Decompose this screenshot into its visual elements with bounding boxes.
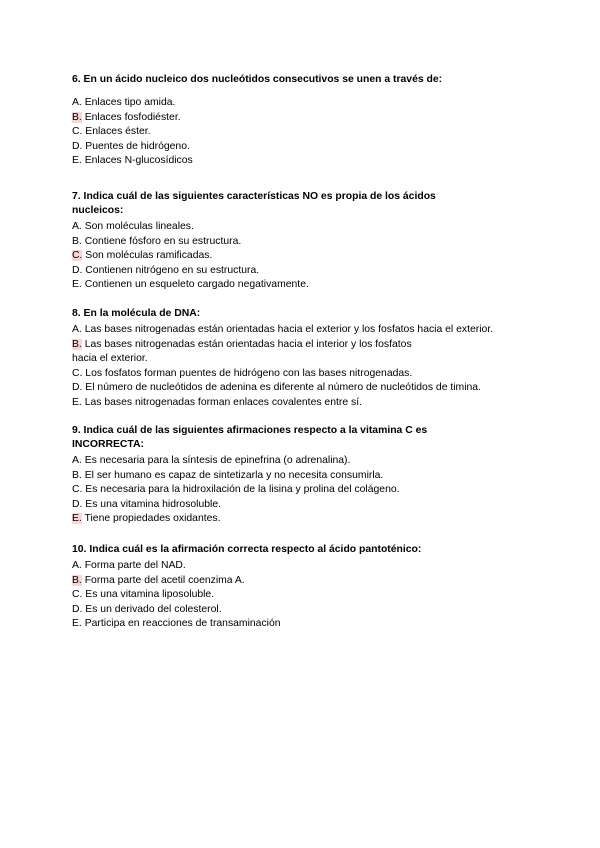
option-letter: A.: [72, 97, 82, 108]
question-title: 8. En la molécula de DNA:: [72, 308, 201, 319]
option-text: El ser humano es capaz de sintetizarla y no necesita consumirla.: [81, 469, 384, 481]
option-letter: D.: [72, 498, 83, 510]
option-c: [72, 249, 472, 264]
option-text: Las bases nitrogenadas están orientadas hacia el interior y los fosfatos hacia el exterior.: [72, 338, 412, 364]
option-letter-marked: B.: [72, 111, 82, 123]
question-7: [72, 190, 472, 293]
option-letter: A.: [72, 455, 82, 466]
option-letter: D.: [72, 140, 83, 152]
option-a: [72, 454, 472, 469]
option-b: [72, 111, 542, 126]
option-c: [72, 588, 542, 603]
question-8: [72, 307, 552, 410]
option-text: Forma parte del NAD.: [81, 560, 186, 571]
option-text: Enlaces éster.: [82, 126, 151, 137]
option-text: Contienen nitrógeno en su estructura.: [82, 264, 260, 276]
option-text: Tiene propiedades oxidantes.: [81, 513, 221, 524]
option-d: [72, 140, 542, 155]
question-title: 6. En un ácido nucleico dos nucleótidos consecutivos se unen a través de:: [72, 74, 443, 85]
option-text: Contienen un esqueleto cargado negativamente.: [81, 279, 309, 290]
question-9: [72, 424, 472, 527]
option-b: [72, 338, 552, 367]
option-a: [72, 323, 552, 338]
option-text: Las bases nitrogenadas forman enlaces covalentes entre sí.: [81, 396, 362, 408]
option-d: [72, 264, 472, 279]
option-a: [72, 96, 542, 111]
option-letter-marked: B.: [72, 574, 82, 586]
option-letter: E.: [72, 618, 82, 629]
option-text: Forma parte del acetil coenzima A.: [81, 574, 245, 586]
option-text: Puentes de hidrógeno.: [82, 140, 190, 152]
option-b: [72, 469, 472, 484]
option-e: [72, 396, 552, 411]
option-text: Participa en reacciones de transaminación: [81, 618, 281, 629]
option-d: [72, 603, 542, 618]
option-a: [72, 559, 542, 574]
option-letter: B.: [72, 235, 82, 247]
option-c: [72, 367, 552, 382]
option-letter: A.: [72, 560, 82, 571]
option-text: Son moléculas lineales.: [81, 221, 194, 232]
option-b: [72, 235, 472, 250]
option-c: [72, 483, 472, 498]
option-text: Enlaces tipo amida.: [81, 97, 176, 108]
option-letter: C.: [72, 367, 83, 379]
option-letter: E.: [72, 396, 82, 408]
option-letter: C.: [72, 126, 83, 137]
question-6: [72, 73, 542, 169]
option-e: [72, 512, 472, 527]
option-text: Contiene fósforo en su estructura.: [81, 235, 242, 247]
option-text: Enlaces N-glucosídicos: [81, 155, 193, 166]
option-letter-marked: B.: [72, 338, 82, 350]
option-letter-marked: C.: [72, 250, 83, 261]
option-a: [72, 220, 472, 235]
option-letter: A.: [72, 324, 82, 335]
option-letter-marked: E.: [72, 513, 82, 524]
option-text: Es una vitamina liposoluble.: [82, 589, 215, 600]
option-text: Enlaces fosfodiéster.: [81, 111, 181, 123]
option-c: [72, 125, 542, 140]
option-text: Es un derivado del colesterol.: [82, 603, 222, 615]
option-text: Es necesaria para la síntesis de epinefrina (o adrenalina).: [81, 455, 351, 466]
option-text: Es una vitamina hidrosoluble.: [82, 498, 222, 510]
option-letter: E.: [72, 155, 82, 166]
question-title: 7. Indica cuál de las siguientes características NO es propia de los ácidos nucleicos:: [72, 191, 436, 216]
option-text: El número de nucleótidos de adenina es diferente al número de nucleótidos de timina.: [82, 382, 481, 393]
option-text: Las bases nitrogenadas están orientadas hacia el exterior y los fosfatos hacia el exterior.: [81, 324, 494, 335]
option-letter: B.: [72, 469, 82, 481]
option-d: [72, 498, 472, 513]
option-letter: A.: [72, 221, 82, 232]
option-letter: D.: [72, 264, 83, 276]
option-text: Son moléculas ramificadas.: [82, 250, 213, 261]
option-letter: E.: [72, 279, 82, 290]
option-text: Es necesaria para la hidroxilación de la lisina y prolina del colágeno.: [82, 484, 400, 495]
option-e: [72, 617, 542, 632]
option-letter: D.: [72, 382, 83, 393]
question-title: 9. Indica cuál de las siguientes afirmaciones respecto a la vitamina C es INCORRECTA:: [72, 425, 428, 450]
question-10: [72, 543, 542, 632]
option-b: [72, 574, 542, 589]
option-letter: C.: [72, 589, 83, 600]
option-letter: D.: [72, 603, 83, 615]
question-title: 10. Indica cuál es la afirmación correcta respecto al ácido pantoténico:: [72, 544, 422, 555]
option-d: [72, 381, 552, 396]
option-e: [72, 278, 472, 293]
option-letter: C.: [72, 484, 83, 495]
option-e: [72, 154, 542, 169]
option-text: Los fosfatos forman puentes de hidrógeno con las bases nitrogenadas.: [82, 367, 413, 379]
